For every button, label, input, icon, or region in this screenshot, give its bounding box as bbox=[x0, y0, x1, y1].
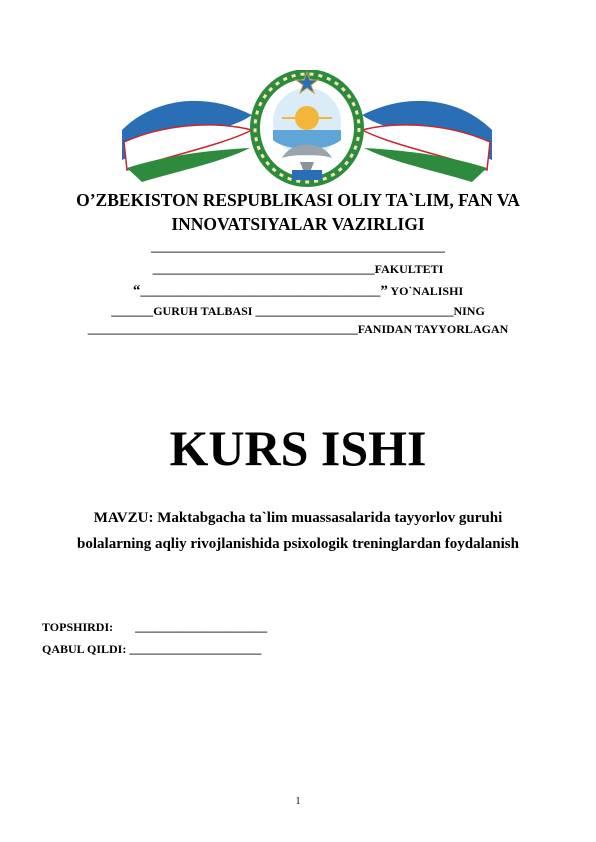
ning-suffix: NING bbox=[453, 304, 485, 318]
blank-underscore: _________________________________________________ bbox=[151, 240, 445, 254]
page-number: 1 bbox=[295, 796, 301, 807]
uzbekistan-state-emblem-with-flag-ribbons-icon bbox=[112, 70, 502, 188]
direction-label: YO`NALISHI bbox=[387, 284, 464, 298]
submitted-by-row bbox=[42, 620, 267, 635]
document-title: KURS ISHI bbox=[169, 420, 427, 476]
submitted-label: TOPSHIRDI: bbox=[42, 620, 114, 634]
topic bbox=[40, 505, 556, 557]
ministry-line-2: INNOVATSIYALAR VAZIRLIGI bbox=[171, 214, 425, 234]
faculty-line bbox=[0, 262, 596, 277]
topic-line-1: MAVZU: Maktabgacha ta`lim muassasalarida tayyorlov guruhi bbox=[93, 510, 503, 526]
ministry-name bbox=[40, 188, 556, 236]
subject-blank: _____________________________________________ bbox=[87, 322, 358, 336]
subject-label: FANIDAN TAYYORLAGAN bbox=[357, 322, 509, 336]
accepted-label: QABUL QILDI: bbox=[42, 642, 130, 656]
blank-line-1 bbox=[0, 240, 596, 255]
direction-line bbox=[0, 283, 596, 300]
accepted-by-row bbox=[42, 642, 261, 657]
faculty-blank: _____________________________________ bbox=[152, 262, 375, 276]
close-quote: ” bbox=[380, 283, 388, 299]
submitted-blank: ______________________ bbox=[135, 620, 268, 634]
ministry-line-1: O’ZBEKISTON RESPUBLIKASI OLIY TA`LIM, FAN VA bbox=[76, 190, 520, 210]
student-name-blank: _________________________________ bbox=[255, 304, 454, 318]
direction-blank: ________________________________________ bbox=[140, 284, 381, 298]
accepted-blank: ______________________ bbox=[129, 642, 262, 656]
group-student-label: GURUH TALBASI bbox=[153, 304, 256, 318]
topic-line-2: bolalarning aqliy rivojlanishida psixologik treninglardan foydalanish bbox=[77, 536, 519, 552]
group-blank: _______ bbox=[111, 304, 154, 318]
group-student-line bbox=[0, 304, 596, 319]
subject-line bbox=[0, 322, 596, 337]
open-quote: “ bbox=[132, 283, 141, 299]
faculty-label: FAKULTETI bbox=[374, 262, 444, 276]
